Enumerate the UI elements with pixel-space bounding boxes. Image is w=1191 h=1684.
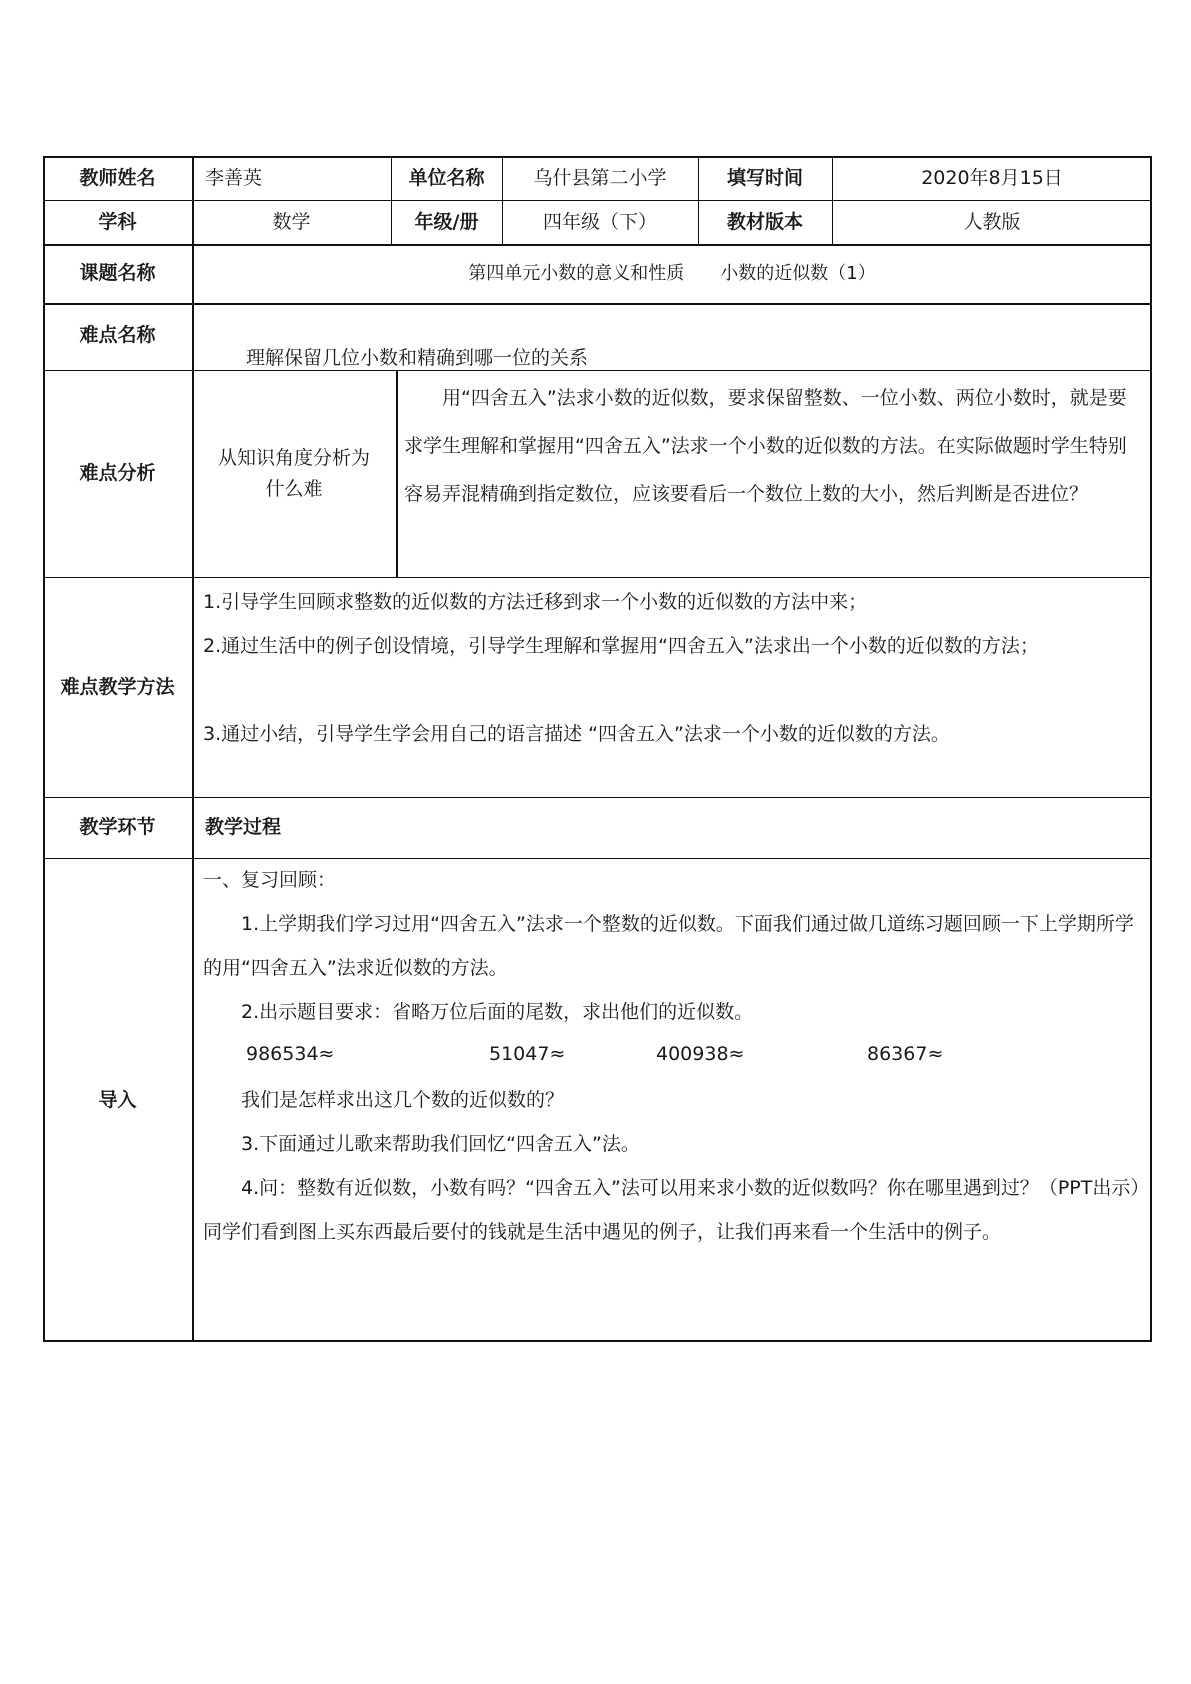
difficulty-label: 难点名称 bbox=[79, 324, 156, 347]
intro-question: 我们是怎样求出这几个数的近似数的？ bbox=[241, 1089, 565, 1111]
method-item-2: 2.通过生活中的例子创设情境，引导学生理解和掌握用“四舍五入”法求出一个小数的近似数的方法； bbox=[203, 635, 1039, 657]
edition-label: 教材版本 bbox=[726, 210, 803, 233]
method-label: 难点教学方法 bbox=[60, 675, 175, 698]
difficulty-value: 理解保留几位小数和精确到哪一位的关系 bbox=[246, 347, 589, 369]
topic-label: 课题名称 bbox=[79, 262, 156, 285]
unit-value: 乌什县第二小学 bbox=[533, 166, 667, 189]
teacher-label: 教师姓名 bbox=[79, 166, 156, 189]
intro-paragraph-2: 2.出示题目要求：省略万位后面的尾数，求出他们的近似数。 bbox=[241, 1001, 754, 1023]
grade-value: 四年级（下） bbox=[542, 210, 657, 233]
stage-label: 教学环节 bbox=[79, 816, 156, 839]
edition-value: 人教版 bbox=[963, 210, 1021, 233]
number-2: 51047≈ bbox=[489, 1043, 566, 1065]
number-1: 986534≈ bbox=[246, 1043, 335, 1065]
date-label: 填写时间 bbox=[726, 166, 803, 189]
subject-value: 数学 bbox=[272, 210, 311, 233]
process-label: 教学过程 bbox=[205, 816, 282, 839]
intro-label: 导入 bbox=[98, 1088, 137, 1111]
topic-value: 第四单元小数的意义和性质 小数的近似数（1） bbox=[468, 262, 876, 284]
date-value: 2020年8月15日 bbox=[921, 166, 1063, 189]
unit-label: 单位名称 bbox=[408, 166, 485, 189]
row-divider bbox=[43, 303, 1152, 305]
intro-heading: 一、复习回顾： bbox=[203, 869, 337, 891]
column-divider bbox=[192, 156, 194, 1342]
column-divider bbox=[396, 370, 398, 577]
intro-paragraph-1: 1.上学期我们学习过用“四舍五入”法求一个整数的近似数。下面我们通过做几道练习题回顾一下上学期所学的用“四舍五入”法求近似数的方法。 bbox=[203, 913, 1134, 979]
analysis-label: 难点分析 bbox=[79, 462, 156, 485]
number-3: 400938≈ bbox=[656, 1043, 745, 1065]
intro-paragraph-3: 3.下面通过儿歌来帮助我们回忆“四舍五入”法。 bbox=[241, 1133, 640, 1155]
teacher-value: 李善英 bbox=[205, 166, 263, 189]
analysis-sub-label: 从知识角度分析为什么难 bbox=[217, 447, 370, 500]
row-divider bbox=[43, 577, 1152, 578]
analysis-text: 用“四舍五入”法求小数的近似数，要求保留整数、一位小数、两位小数时，就是要求学生理解和掌握用“四舍五入”法求一个小数的近似数的方法。在实际做题时学生特别容易弄混精确到指定数位，应该要看后一个数位上数的大小，然后判断是否进位？ bbox=[404, 387, 1127, 505]
intro-paragraph-4: 4.问：整数有近似数，小数有吗？“四舍五入”法可以用来求小数的近似数吗？你在哪里遇到过？（PPT出示）同学们看到图上买东西最后要付的钱就是生活中遇见的例子，让我们再来看一个生活中的例子。 bbox=[203, 1177, 1140, 1243]
grade-label: 年级/册 bbox=[414, 210, 479, 233]
number-4: 86367≈ bbox=[867, 1043, 944, 1065]
method-item-1: 1.引导学生回顾求整数的近似数的方法迁移到求一个小数的近似数的方法中来； bbox=[203, 591, 868, 613]
method-item-3: 3.通过小结，引导学生学会用自己的语言描述 “四舍五入”法求一个小数的近似数的方法。 bbox=[203, 723, 950, 745]
subject-label: 学科 bbox=[98, 210, 137, 233]
